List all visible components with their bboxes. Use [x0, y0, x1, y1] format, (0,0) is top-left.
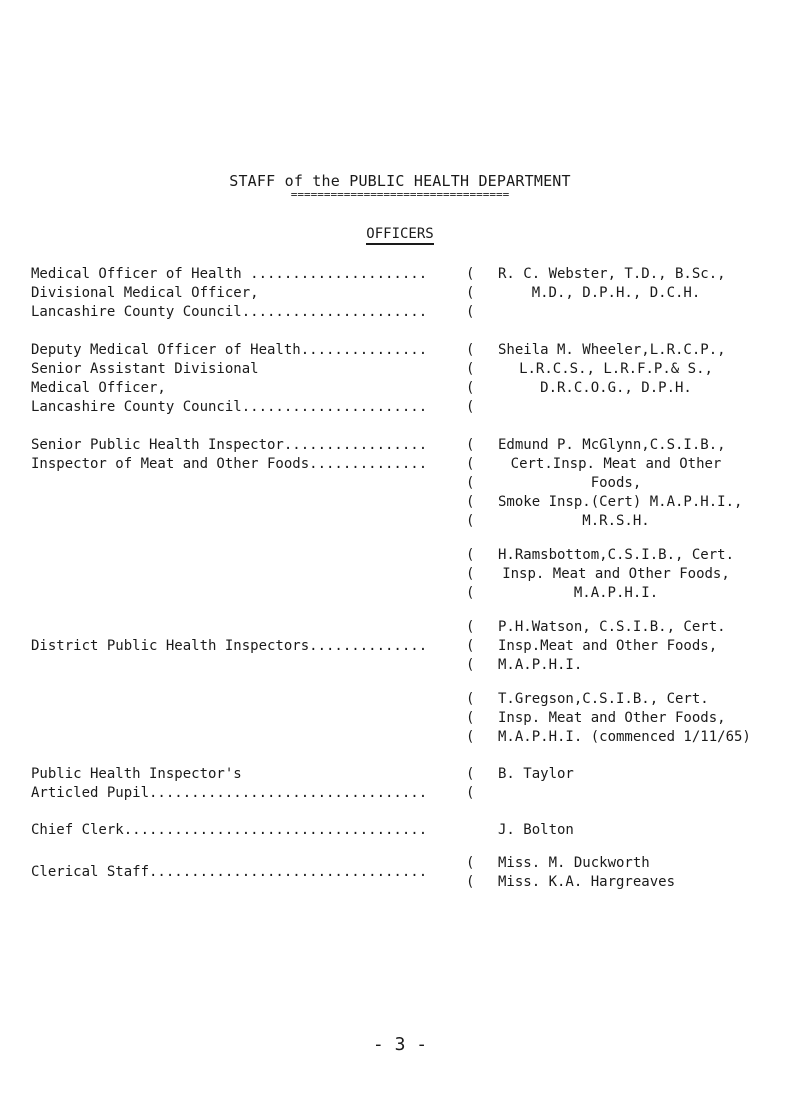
bracket-mark: ( [466, 342, 475, 358]
bracket-mark: ( [466, 729, 475, 745]
position-title: Deputy Medical Officer of Health............... [31, 342, 428, 358]
staff-row [0, 473, 800, 493]
position-title: Senior Assistant Divisional [31, 361, 259, 377]
section-title [0, 226, 800, 242]
staff-row [0, 783, 800, 803]
officers-title: OFFICERS [366, 226, 433, 245]
staff-name: Cert.Insp. Meat and Other [510, 456, 722, 472]
staff-name: D.R.C.O.G., D.P.H. [540, 380, 692, 396]
staff-name: Edmund P. McGlynn,C.S.I.B., [498, 437, 726, 453]
bracket-mark: ( [466, 657, 475, 673]
staff-row [0, 264, 800, 284]
staff-row [0, 378, 800, 398]
bracket-mark: ( [466, 285, 475, 301]
bracket-mark: ( [466, 855, 475, 871]
staff-row [0, 820, 800, 840]
bracket-mark: ( [466, 638, 475, 654]
staff-name: H.Ramsbottom,C.S.I.B., Cert. [498, 547, 735, 563]
staff-name: M.A.P.H.I. (commenced 1/11/65) [498, 729, 751, 745]
staff-name: Smoke Insp.(Cert) M.A.P.H.I., [498, 494, 743, 510]
staff-row [0, 435, 800, 455]
bracket-mark: ( [466, 874, 475, 890]
bracket-mark: ( [466, 494, 475, 510]
position-title: Inspector of Meat and Other Foods.............. [31, 456, 428, 472]
staff-name: Miss. K.A. Hargreaves [498, 874, 676, 890]
staff-name: B. Taylor [498, 766, 574, 782]
staff-row [0, 583, 800, 603]
bracket-mark: ( [466, 766, 475, 782]
bracket-mark: ( [466, 437, 475, 453]
staff-row [0, 764, 800, 784]
staff-name: M.R.S.H. [582, 513, 650, 529]
bracket-mark: ( [466, 710, 475, 726]
position-title: Chief Clerk.................................... [31, 822, 428, 838]
staff-name: M.A.P.H.I. [498, 657, 583, 673]
staff-name: J. Bolton [498, 822, 574, 838]
position-title: Senior Public Health Inspector................. [31, 437, 428, 453]
position-title: Articled Pupil................................. [31, 785, 428, 801]
bracket-mark: ( [466, 785, 475, 801]
bracket-mark: ( [466, 361, 475, 377]
bracket-mark: ( [466, 585, 475, 601]
staff-row [0, 397, 800, 417]
staff-row [0, 655, 800, 675]
staff-row [0, 302, 800, 322]
bracket-mark: ( [466, 304, 475, 320]
position-title: Clerical Staff................................. [31, 864, 428, 880]
bracket-mark: ( [466, 513, 475, 529]
position-title: Divisional Medical Officer, [31, 285, 259, 301]
bracket-mark: ( [466, 691, 475, 707]
position-title: Lancashire County Council...................... [31, 399, 428, 415]
staff-name: Insp.Meat and Other Foods, [498, 638, 718, 654]
staff-row [0, 511, 800, 531]
staff-name: T.Gregson,C.S.I.B., Cert. [498, 691, 709, 707]
staff-name: Insp. Meat and Other Foods, [498, 710, 726, 726]
staff-row [0, 689, 800, 709]
bracket-mark: ( [466, 566, 475, 582]
double-rule: ================================= [290, 190, 510, 200]
staff-name: L.R.C.S., L.R.F.P.& S., [519, 361, 713, 377]
staff-row [0, 636, 800, 656]
position-title: Medical Officer of Health ..................... [31, 266, 428, 282]
bracket-mark: ( [466, 619, 475, 635]
staff-name: M.A.P.H.I. [573, 585, 659, 601]
position-title: Public Health Inspector's [31, 766, 242, 782]
staff-row [0, 454, 800, 474]
bracket-mark: ( [466, 547, 475, 563]
bracket-mark: ( [466, 380, 475, 396]
bracket-mark: ( [466, 475, 475, 491]
staff-row [0, 283, 800, 303]
staff-name: Insp. Meat and Other Foods, [502, 566, 730, 582]
staff-name: P.H.Watson, C.S.I.B., Cert. [498, 619, 726, 635]
staff-name: Miss. M. Duckworth [498, 855, 650, 871]
staff-row [0, 564, 800, 584]
staff-row [0, 727, 800, 747]
staff-row [0, 708, 800, 728]
position-title: Medical Officer, [31, 380, 166, 396]
position-title: Lancashire County Council...................... [31, 304, 428, 320]
position-title: District Public Health Inspectors.............. [31, 638, 428, 654]
page-heading: STAFF of the PUBLIC HEALTH DEPARTMENT [229, 172, 571, 190]
staff-row [0, 359, 800, 379]
staff-row [0, 617, 800, 637]
page-number: - 3 - [372, 1034, 428, 1055]
staff-row [0, 872, 800, 892]
staff-row [0, 340, 800, 360]
staff-row [0, 545, 800, 565]
bracket-mark: ( [466, 266, 475, 282]
bracket-mark: ( [466, 399, 475, 415]
staff-name: Sheila M. Wheeler,L.R.C.P., [498, 342, 726, 358]
bracket-mark: ( [466, 456, 475, 472]
staff-row [0, 492, 800, 512]
staff-name: M.D., D.P.H., D.C.H. [531, 285, 701, 301]
staff-name: R. C. Webster, T.D., B.Sc., [498, 266, 726, 282]
staff-name: Foods, [590, 475, 642, 491]
